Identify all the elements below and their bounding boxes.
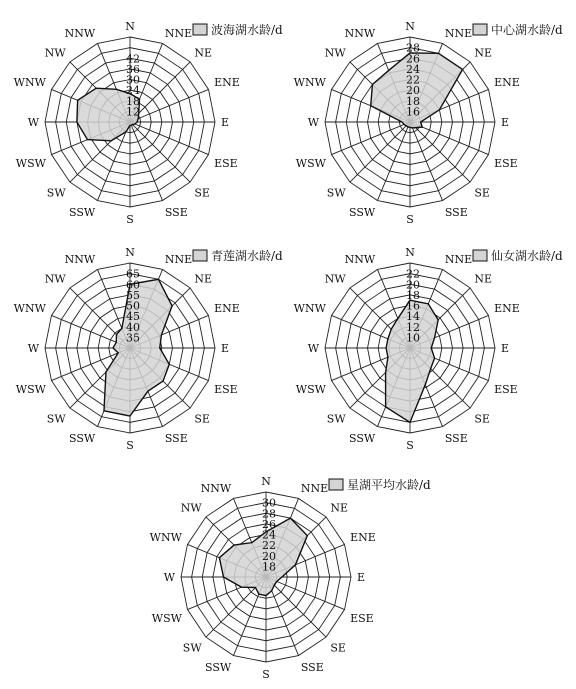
data-point-SSW: [385, 406, 386, 407]
direction-label-SW: SW: [182, 641, 202, 655]
direction-label-SE: SE: [194, 412, 210, 426]
data-point-ENE: [439, 109, 440, 110]
legend-swatch: [193, 250, 207, 261]
direction-label-NNW: NNW: [344, 252, 376, 266]
legend-label: 中心湖水龄/d: [491, 23, 563, 37]
direction-label-NE: NE: [474, 272, 493, 286]
data-point-SSW: [103, 410, 104, 411]
direction-label-NW: NW: [324, 272, 346, 286]
legend-swatch: [473, 250, 487, 261]
direction-label-N: N: [125, 246, 135, 259]
data-point-SW: [406, 125, 407, 126]
data-point-ESE: [422, 126, 423, 127]
data-point-NNW: [388, 70, 389, 71]
direction-label-W: W: [27, 116, 39, 129]
direction-label-E: E: [357, 571, 366, 584]
direction-label-ENE: ENE: [214, 302, 240, 316]
data-point-WNW: [77, 100, 78, 101]
direction-label-SSE: SSE: [444, 432, 468, 446]
radar-chart-5: [150, 475, 431, 681]
data-point-ESE: [134, 123, 135, 124]
direction-label-SSE: SSE: [300, 661, 324, 675]
direction-label-ESE: ESE: [214, 156, 238, 170]
direction-label-SSW: SSW: [68, 206, 96, 220]
data-point-S: [265, 595, 266, 596]
direction-label-NNE: NNE: [444, 252, 473, 266]
direction-label-ESE: ESE: [494, 382, 518, 396]
legend-swatch: [193, 24, 207, 35]
direction-label-E: E: [221, 342, 230, 355]
direction-label-SSE: SSE: [164, 432, 188, 446]
data-point-S: [129, 415, 130, 416]
data-point-S: [409, 127, 410, 128]
radial-tick-label: 40: [126, 320, 140, 334]
data-point-W: [401, 121, 402, 122]
data-point-NE: [171, 305, 172, 306]
data-point-NE: [462, 69, 463, 70]
data-point-NW: [391, 329, 392, 330]
data-point-ENE: [295, 564, 296, 565]
direction-label-SW: SW: [326, 186, 346, 200]
direction-label-SSW: SSW: [348, 206, 376, 220]
direction-label-WSW: WSW: [151, 611, 182, 625]
direction-label-N: N: [125, 20, 135, 33]
direction-label-WSW: WSW: [15, 156, 46, 170]
data-point-NW: [96, 88, 97, 89]
data-point-SE: [415, 127, 416, 128]
radial-tick-label: 50: [126, 299, 140, 313]
data-point-ESE: [276, 581, 277, 582]
data-point-E: [420, 121, 421, 122]
radial-tick-label: 30: [126, 73, 140, 87]
data-point-WSW: [387, 357, 388, 358]
direction-label-SSW: SSW: [204, 661, 232, 675]
data-point-E: [159, 347, 160, 348]
data-point-NNE: [290, 518, 291, 519]
direction-label-S: S: [262, 668, 270, 681]
data-point-ESE: [434, 358, 435, 359]
radar-chart-2: [294, 20, 563, 226]
radial-tick-label: 26: [406, 52, 420, 66]
direction-label-WNW: WNW: [13, 76, 46, 90]
radial-tick-label: 60: [126, 278, 140, 292]
legend-label: 仙女湖水龄/d: [491, 249, 563, 263]
radial-tick-label: 28: [262, 507, 276, 521]
direction-label-SSW: SSW: [348, 432, 376, 446]
data-point-NNE: [428, 303, 429, 304]
direction-label-N: N: [405, 246, 415, 259]
direction-label-ESE: ESE: [494, 156, 518, 170]
direction-label-SE: SE: [194, 186, 210, 200]
direction-label-SE: SE: [474, 186, 490, 200]
data-point-NNW: [121, 328, 122, 329]
direction-label-ESE: ESE: [214, 382, 238, 396]
direction-label-WNW: WNW: [13, 302, 46, 316]
direction-label-S: S: [406, 213, 414, 226]
direction-label-ESE: ESE: [350, 611, 374, 625]
radial-tick-label: 12: [126, 105, 140, 119]
radial-tick-label: 22: [406, 267, 420, 281]
data-point-SSE: [425, 384, 426, 385]
direction-label-SW: SW: [326, 412, 346, 426]
direction-label-NW: NW: [324, 46, 346, 60]
data-point-W: [385, 347, 386, 348]
direction-label-E: E: [501, 116, 510, 129]
radial-tick-label: 18: [406, 288, 420, 302]
direction-label-WSW: WSW: [295, 382, 326, 396]
radial-tick-label: 42: [126, 52, 140, 66]
radial-tick-label: 65: [126, 267, 140, 281]
direction-label-W: W: [163, 571, 175, 584]
data-point-NE: [307, 535, 308, 536]
data-point-NNE: [438, 53, 439, 54]
direction-label-NNE: NNE: [300, 481, 329, 495]
data-point-SSE: [271, 590, 272, 591]
direction-label-S: S: [126, 439, 134, 452]
data-point-WNW: [387, 338, 388, 339]
radial-tick-label: 18: [406, 94, 420, 108]
radial-tick-label: 26: [262, 517, 276, 531]
radial-tick-label: 18: [126, 94, 140, 108]
data-point-WNW: [116, 342, 117, 343]
data-point-SE: [430, 368, 431, 369]
data-point-SSE: [147, 391, 148, 392]
data-point-NNW: [397, 318, 398, 319]
direction-label-WSW: WSW: [15, 382, 46, 396]
data-point-WNW: [370, 105, 371, 106]
direction-label-NNW: NNW: [200, 481, 232, 495]
direction-label-ENE: ENE: [494, 302, 520, 316]
radial-tick-label: 16: [406, 299, 420, 313]
radial-tick-label: 55: [126, 288, 140, 302]
direction-label-NNW: NNW: [344, 26, 376, 40]
direction-label-WSW: WSW: [295, 156, 326, 170]
radial-tick-label: 35: [126, 331, 140, 345]
data-point-NNE: [158, 279, 159, 280]
radar-chart-1: [14, 20, 283, 226]
data-point-SSW: [407, 126, 408, 127]
direction-label-ENE: ENE: [494, 76, 520, 90]
radial-tick-label: 22: [262, 539, 276, 553]
direction-label-ENE: ENE: [350, 531, 376, 545]
radial-tick-label: 24: [262, 528, 276, 542]
radial-tick-label: 10: [406, 331, 420, 345]
legend-label: 青莲湖水龄/d: [211, 249, 283, 263]
data-point-SSW: [258, 594, 259, 595]
direction-label-NNE: NNE: [164, 26, 193, 40]
direction-label-SE: SE: [330, 641, 346, 655]
radial-tick-label: 20: [406, 84, 420, 98]
data-point-NE: [438, 319, 439, 320]
direction-label-ENE: ENE: [214, 76, 240, 90]
data-point-E: [431, 347, 432, 348]
data-point-SSE: [131, 125, 132, 126]
direction-label-NNW: NNW: [64, 252, 96, 266]
data-point-ENE: [434, 337, 435, 338]
radial-tick-label: 20: [406, 278, 420, 292]
direction-label-NE: NE: [194, 272, 213, 286]
data-point-S: [129, 125, 130, 126]
direction-label-NNE: NNE: [444, 26, 473, 40]
data-point-WSW: [87, 139, 88, 140]
data-point-E: [281, 576, 282, 577]
data-point-SE: [132, 124, 133, 125]
radial-tick-label: 12: [406, 320, 420, 334]
data-point-SE: [274, 585, 275, 586]
radial-tick-label: 22: [406, 73, 420, 87]
direction-label-NW: NW: [180, 501, 202, 515]
direction-label-WNW: WNW: [149, 531, 182, 545]
radial-tick-label: 30: [262, 496, 276, 510]
direction-label-W: W: [307, 116, 319, 129]
data-point-SSW: [125, 131, 126, 132]
radial-tick-label: 16: [406, 105, 420, 119]
legend-label: 星湖平均水龄/d: [347, 478, 431, 492]
data-point-WSW: [404, 124, 405, 125]
direction-label-SSE: SSE: [164, 206, 188, 220]
data-point-NW: [116, 334, 117, 335]
data-point-SSE: [412, 127, 413, 128]
radial-tick-label: 28: [406, 41, 420, 55]
data-point-SW: [105, 371, 106, 372]
data-point-SW: [111, 140, 112, 141]
radar-chart-4: [294, 246, 563, 452]
direction-label-N: N: [261, 475, 271, 488]
direction-label-NE: NE: [330, 501, 349, 515]
radial-tick-label: 36: [126, 62, 140, 76]
data-point-ESE: [169, 364, 170, 365]
direction-label-WNW: WNW: [293, 76, 326, 90]
data-point-SE: [162, 380, 163, 381]
data-point-ENE: [161, 334, 162, 335]
direction-label-SSW: SSW: [68, 432, 96, 446]
direction-label-WNW: WNW: [293, 302, 326, 316]
data-point-W: [76, 121, 77, 122]
direction-label-W: W: [307, 342, 319, 355]
data-point-WNW: [219, 557, 220, 558]
direction-label-NNE: NNE: [164, 252, 193, 266]
direction-label-E: E: [221, 116, 230, 129]
direction-label-N: N: [405, 20, 415, 33]
legend-swatch: [473, 24, 487, 35]
data-point-S: [409, 422, 410, 423]
data-point-W: [223, 576, 224, 577]
data-point-SW: [255, 587, 256, 588]
direction-label-NW: NW: [44, 272, 66, 286]
data-point-NNW: [116, 89, 117, 90]
radial-tick-label: 18: [262, 560, 276, 574]
data-point-W: [112, 347, 113, 348]
data-point-E: [136, 121, 137, 122]
radial-tick-label: 14: [406, 310, 420, 324]
data-point-WSW: [118, 352, 119, 353]
data-point-WSW: [241, 587, 242, 588]
direction-label-SW: SW: [46, 186, 66, 200]
data-point-SW: [385, 372, 386, 373]
radar-chart-3: [14, 246, 283, 452]
direction-label-S: S: [406, 439, 414, 452]
data-point-NW: [233, 544, 234, 545]
legend-swatch: [329, 479, 343, 490]
direction-label-SE: SE: [474, 412, 490, 426]
direction-label-E: E: [501, 342, 510, 355]
radial-tick-label: 45: [126, 310, 140, 324]
radial-tick-label: 24: [406, 62, 420, 76]
data-point-NW: [372, 84, 373, 85]
direction-label-NE: NE: [194, 46, 213, 60]
direction-label-S: S: [126, 213, 134, 226]
direction-label-SW: SW: [46, 412, 66, 426]
legend-label: 波海湖水龄/d: [211, 23, 283, 37]
direction-label-NE: NE: [474, 46, 493, 60]
direction-label-NNW: NNW: [64, 26, 96, 40]
direction-label-SSE: SSE: [444, 206, 468, 220]
direction-label-NW: NW: [44, 46, 66, 60]
radial-tick-label: 20: [262, 549, 276, 563]
radial-tick-label: 24: [126, 84, 140, 98]
direction-label-W: W: [27, 342, 39, 355]
data-point-NNW: [251, 542, 252, 543]
